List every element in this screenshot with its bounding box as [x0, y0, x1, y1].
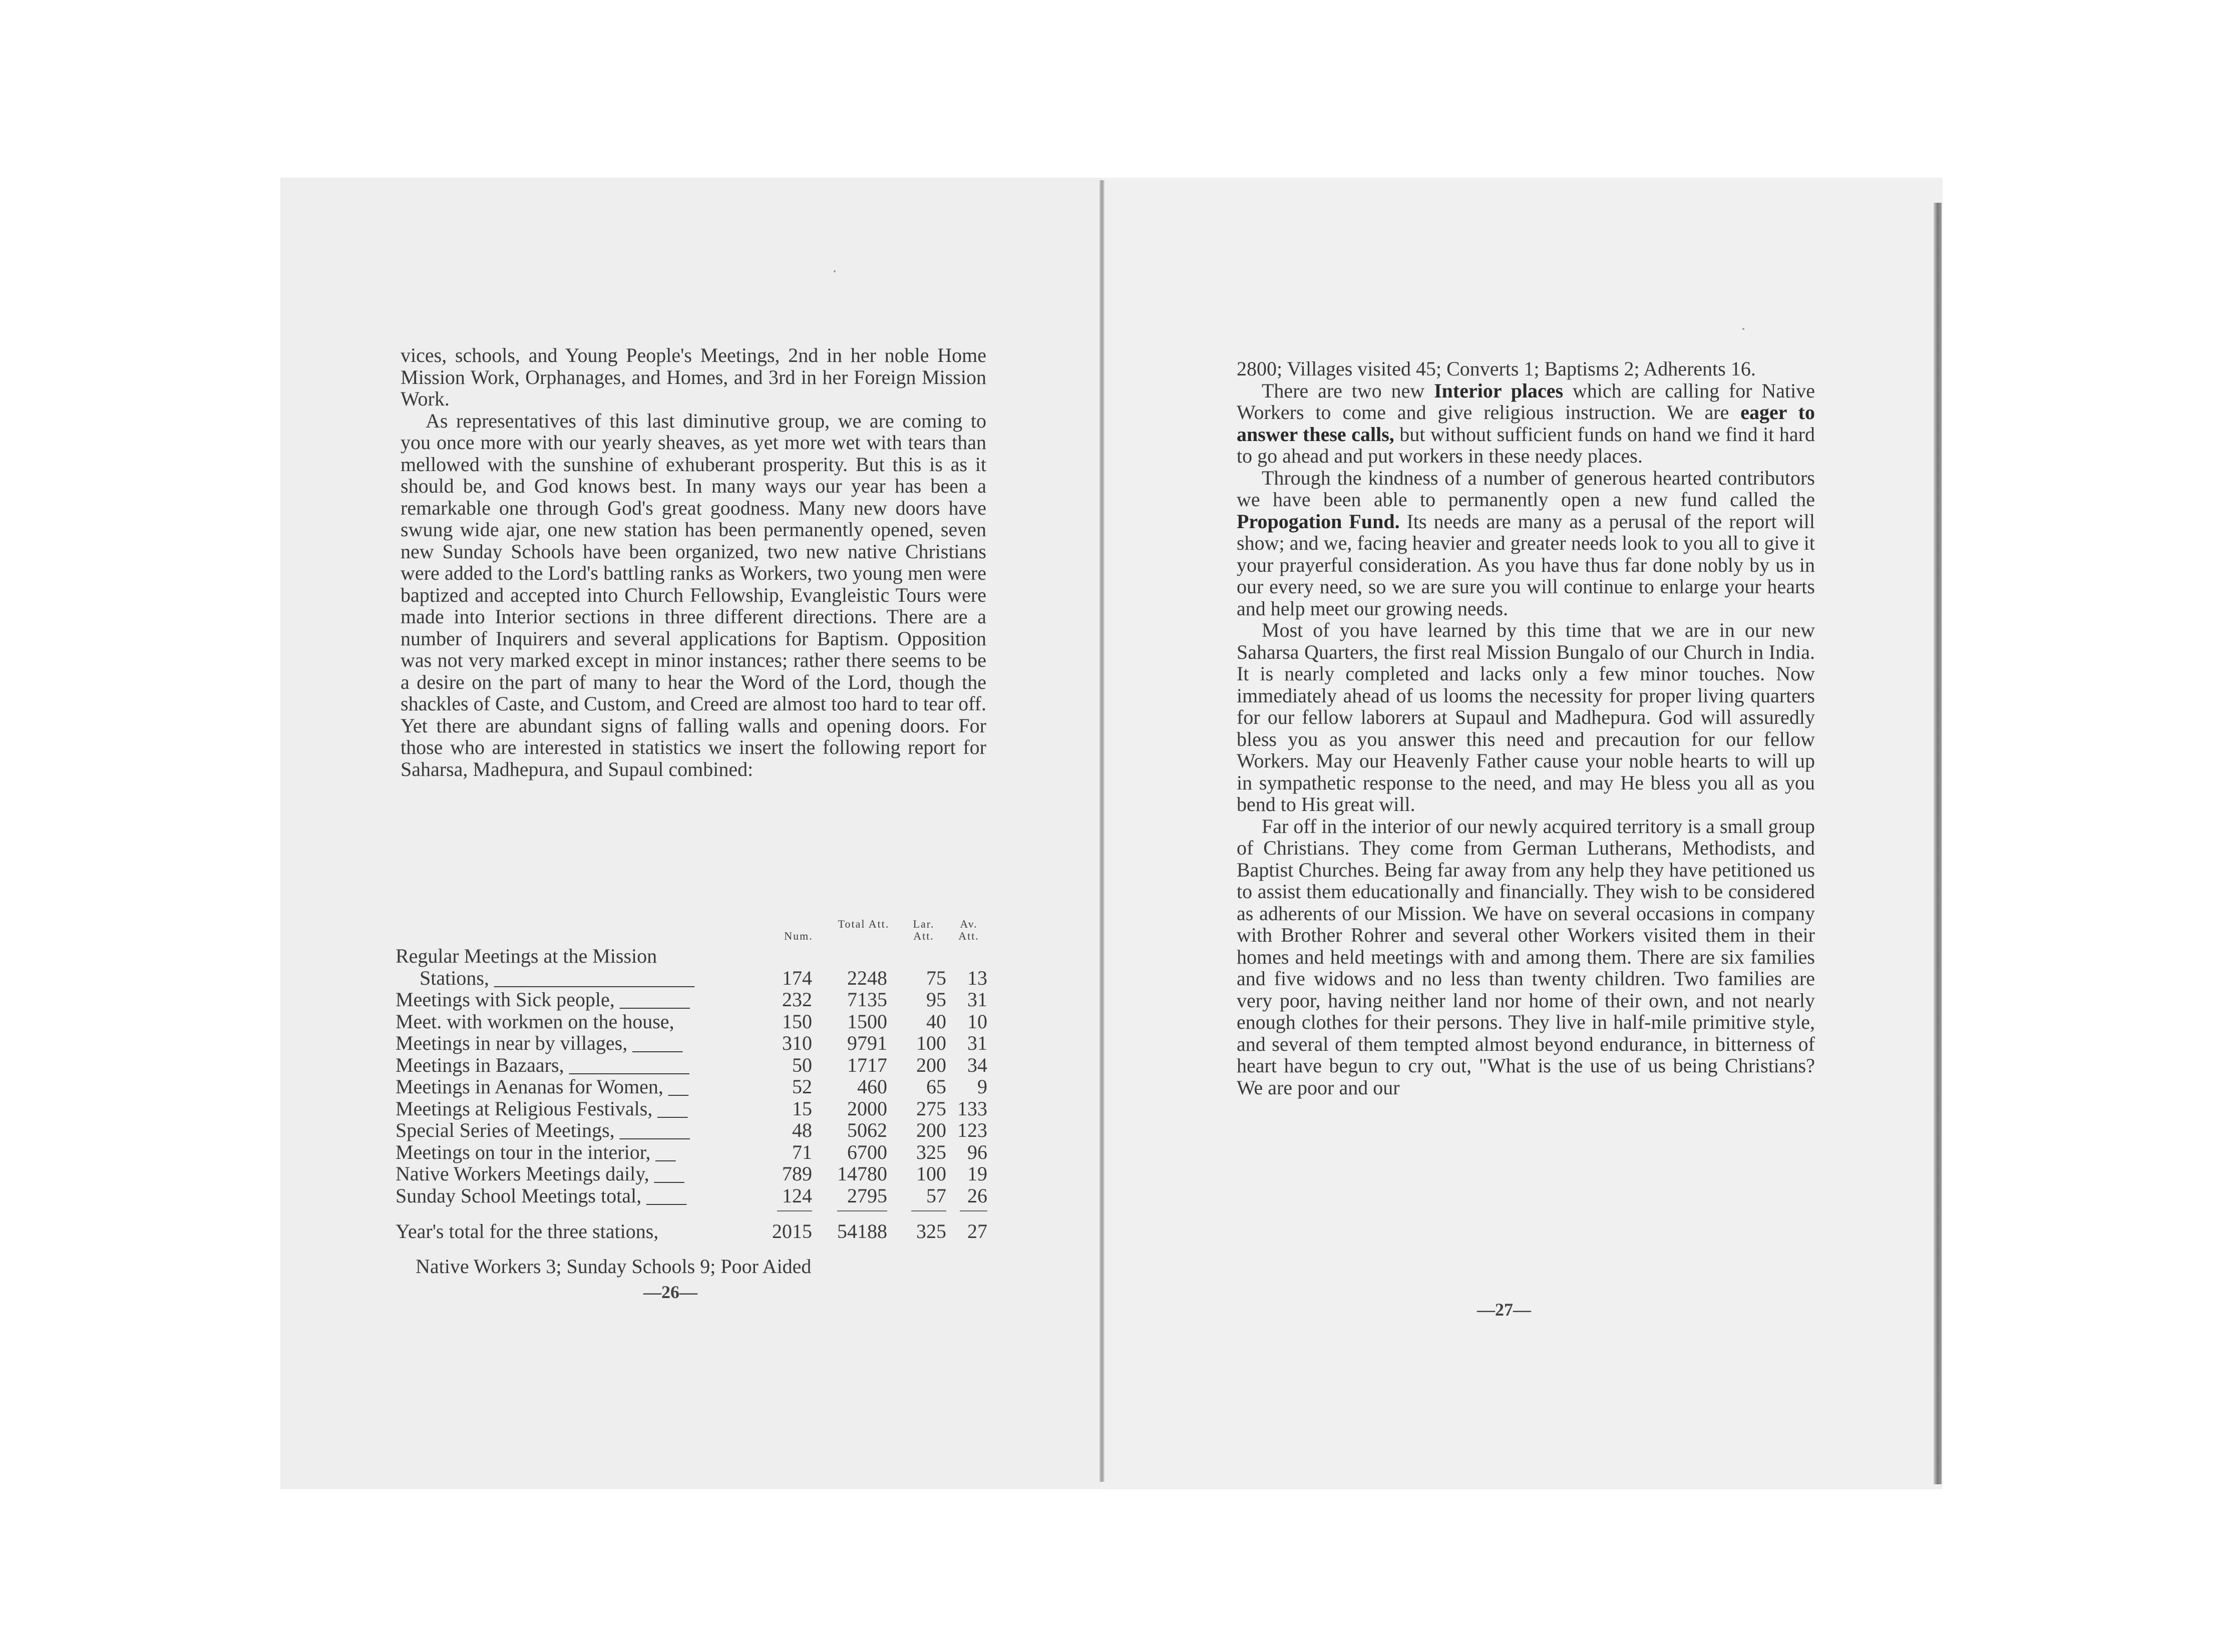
cell-total: 7135: [847, 988, 887, 1011]
cell-total: 54188: [837, 1220, 887, 1243]
cell-av: 9: [977, 1075, 987, 1098]
column-header-lar: Lar. Att.: [913, 918, 935, 942]
right-page-body: [1237, 358, 1815, 1098]
row-label: Meetings at Religious Festivals, ___: [396, 1097, 688, 1120]
table-row: [396, 1163, 987, 1185]
cell-lar: 275: [916, 1097, 946, 1120]
cell-total: 9791: [847, 1032, 887, 1054]
emphasis: eager to answer these calls,: [1237, 401, 1815, 446]
cell-num: 310: [782, 1032, 812, 1054]
cell-av: 26: [967, 1184, 987, 1207]
emphasis: Interior places: [1434, 379, 1564, 402]
table-row: [396, 1076, 987, 1098]
table-row: [396, 1185, 987, 1207]
cell-lar: 95: [926, 988, 946, 1011]
cell-num: 124: [782, 1184, 812, 1207]
row-label: Meetings in Aenanas for Women, __: [396, 1075, 688, 1098]
cell-num: 50: [792, 1053, 812, 1076]
table-row: [396, 1141, 987, 1163]
closing-line: Native Workers 3; Sunday Schools 9; Poor Aided: [416, 1255, 812, 1278]
cell-num: 232: [782, 988, 812, 1011]
table-row: [396, 967, 987, 989]
table-row: [396, 1032, 987, 1054]
cell-av: 27: [967, 1220, 987, 1243]
table-row: [396, 1054, 987, 1076]
paragraph: 2800; Villages visited 45; Converts 1; Baptisms 2; Adherents 16.: [1237, 357, 1756, 380]
row-label: Native Workers Meetings daily, ___: [396, 1162, 684, 1185]
page-number: —27—: [1477, 1300, 1531, 1320]
column-header-av: Av. Att.: [958, 918, 979, 942]
cell-av: 13: [967, 966, 987, 989]
cell-total: 2000: [847, 1097, 887, 1120]
row-label: Regular Meetings at the Mission: [396, 945, 657, 967]
cell-lar: 57: [926, 1184, 946, 1207]
paragraph: Most of you have learned by this time that we are in our new Saharsa Quarters, the first real Mission Bungalo of our Church in India. It is nearly completed and lacks only a few minor touches. Now immediately ahead of us looms the necessity for proper living quarters for our fellow laborers at Supaul and Madhepura. God will assuredly bless you as you answer this need and precaution for our fellow Workers. May our Heavenly Father cause your noble hearts to will up in sympathetic response to the need, and may He bless you all as you bend to His great will.: [1237, 619, 1815, 815]
cell-lar: 65: [926, 1075, 946, 1098]
left-page-body: [401, 344, 986, 780]
cell-total: 460: [857, 1075, 887, 1098]
cell-lar: 200: [916, 1053, 946, 1076]
paragraph: Far off in the interior of our newly acquired territory is a small group of Christians. They come from German Lutherans, Methodists, and Baptist Churches. Being far away from any help they have petitioned us to assist them educationally and financially. They wish to be considered as adherents of our Mission. We have on several occasions in company with Brother Rohrer and several other Workers visited them in their homes and held meetings with and among them. There are six families and five widows and no less than twenty children. Two families are very poor, having neither land nor home of their own, and not nearly enough clothes for their persons. They live in half-mile primitive style, and several of them tempted almost beyond endurance, in bitterness of heart have begun to cry out, "What is the use of us being Christians? We are poor and our: [1237, 814, 1815, 1099]
cell-num: 150: [782, 1010, 812, 1033]
cell-total: 5062: [847, 1119, 887, 1141]
row-label: Special Series of Meetings, _______: [396, 1119, 690, 1141]
cell-total: 14780: [837, 1162, 887, 1185]
table-row: [396, 1011, 987, 1033]
cell-num: 789: [782, 1162, 812, 1185]
paragraph: As representatives of this last diminutive group, we are coming to you once more with our yearly sheaves, as yet more wet with tears than mellowed with the sunshine of exhuberant prosperity. But this is as it should be, and God knows best. In many ways our year has been a remarkable one through God's great goodness. Many new doors have swung wide ajar, one new station has been permanently opened, seven new Sunday Schools have been organized, two new native Christians were added to the Lord's battling ranks as Workers, two young men were baptized and accepted into Church Fellowship, Evangleistic Tours were made into Interior sections in three different directions. There are a number of Inquirers and several applications for Baptism. Opposition was not very marked except in minor instances; rather there seems to be a desire on the part of many to hear the Word of the Lord, though the shackles of Caste, and Custom, and Creed are almost too hard to tear off. Yet there are abundant signs of falling walls and opening doors. For those who are interested in statistics we insert the following report for Saharsa, Madhepura, and Supaul combined:: [401, 409, 986, 780]
paragraph: vices, schools, and Young People's Meetings, 2nd in her noble Home Mission Work, Orphanages, and Homes, and 3rd in her Foreign Mission Work.: [401, 344, 986, 410]
row-label: Stations, ____________________: [420, 966, 694, 989]
cell-av: 19: [967, 1162, 987, 1185]
row-label: Meetings in Bazaars, ____________: [396, 1053, 689, 1076]
cell-num: 174: [782, 966, 812, 989]
cell-num: 48: [792, 1119, 812, 1141]
total-rule: [396, 1206, 987, 1218]
cell-av: 31: [967, 988, 987, 1011]
cell-av: 96: [967, 1140, 987, 1163]
cell-lar: 325: [916, 1140, 946, 1163]
cell-total: 1500: [847, 1010, 887, 1033]
paragraph: There are two new Interior places which are calling for Native Workers to come and give religious instruction. We are eager to answer these calls, but without sufficient funds on hand we find it hard to go ahead and put workers in these needy places.: [1237, 379, 1815, 467]
row-label: Meetings on tour in the interior, __: [396, 1140, 676, 1163]
cell-total: 6700: [847, 1140, 887, 1163]
cell-lar: 75: [926, 966, 946, 989]
table-row: [396, 1098, 987, 1120]
cell-total: 1717: [847, 1053, 887, 1076]
cell-lar: 325: [916, 1220, 946, 1243]
column-header-total: Total Att.: [838, 918, 890, 930]
cell-total: 2795: [847, 1184, 887, 1207]
cell-av: 10: [967, 1010, 987, 1033]
row-label: Meetings in near by villages, _____: [396, 1032, 683, 1054]
cell-num: 15: [792, 1097, 812, 1120]
cell-av: 133: [957, 1097, 987, 1120]
row-label: Meetings with Sick people, _______: [396, 988, 690, 1011]
total-label: Year's total for the three stations,: [396, 1220, 659, 1243]
cell-total: 2248: [847, 966, 887, 989]
cell-lar: 100: [916, 1162, 946, 1185]
table-row: [396, 989, 987, 1011]
table-row: [396, 1119, 987, 1141]
row-label: Sunday School Meetings total, ____: [396, 1184, 687, 1207]
page-edge: [1934, 203, 1942, 1484]
cell-lar: 200: [916, 1119, 946, 1141]
cell-num: 71: [792, 1140, 812, 1163]
cell-num: 2015: [772, 1220, 812, 1243]
cell-lar: 100: [916, 1032, 946, 1054]
emphasis: Propogation Fund.: [1237, 510, 1400, 533]
scan-speck: [834, 270, 836, 272]
paragraph: Through the kindness of a number of generous hearted contributors we have been able to permanently open a new fund called the Propogation Fund. Its needs are many as a perusal of the report will show; and we, facing heavier and greater needs look to you all to give it your prayerful consideration. As you have thus far done nobly by us in our every need, so we are sure you will continue to enlarge your hearts and help meet our growing needs.: [1237, 466, 1815, 620]
row-label: Meet. with workmen on the house,: [396, 1010, 674, 1033]
table-total-row: [396, 1220, 987, 1246]
book-gutter: [1099, 180, 1104, 1482]
scan-speck: [1742, 328, 1744, 330]
cell-av: 34: [967, 1053, 987, 1076]
cell-lar: 40: [926, 1010, 946, 1033]
statistics-table: [396, 916, 987, 1246]
cell-num: 52: [792, 1075, 812, 1098]
page-number: —26—: [643, 1282, 697, 1302]
table-header: [396, 916, 987, 945]
column-header-num: Num.: [784, 930, 813, 942]
cell-av: 123: [957, 1119, 987, 1141]
cell-av: 31: [967, 1032, 987, 1054]
table-row: [396, 945, 987, 967]
